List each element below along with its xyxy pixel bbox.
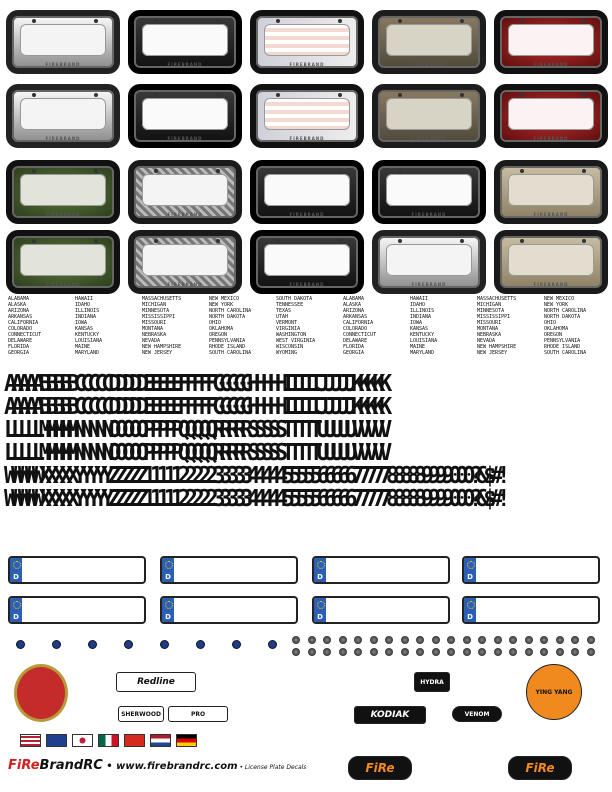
bolt-head-icon	[509, 636, 517, 644]
plate-window	[264, 98, 350, 130]
bolt-icon	[398, 169, 402, 173]
plate-frame	[494, 230, 608, 294]
bolt-head-icon	[432, 648, 440, 656]
bolt-head-icon	[370, 636, 378, 644]
bolt-head-icon	[385, 636, 393, 644]
bolt-icon	[338, 169, 342, 173]
euro-plate	[312, 596, 450, 624]
bolt-icon	[32, 239, 36, 243]
plate-window	[264, 174, 350, 206]
bolt-head-icon	[587, 648, 595, 656]
fire-logo-2: FiRe	[508, 756, 572, 780]
bolt-head-icon	[401, 636, 409, 644]
bolt-icon	[520, 93, 524, 97]
blue-dot-decal	[160, 640, 169, 649]
bolt-head-icon	[292, 636, 300, 644]
fire-logo: FiRe	[348, 756, 412, 780]
footer-url: • www.firebrandrc.com	[102, 761, 238, 772]
venom-logo: VENOM	[452, 706, 502, 722]
euro-plate	[462, 596, 600, 624]
bolt-icon	[582, 239, 586, 243]
plate-brand-label: FIREBRAND	[167, 282, 203, 287]
bolt-head-icon	[308, 648, 316, 656]
plate-frame	[250, 10, 364, 74]
bolt-icon	[582, 169, 586, 173]
bolt-head-icon	[571, 648, 579, 656]
plate-window	[142, 174, 228, 206]
bolt-icon	[520, 169, 524, 173]
plate-brand-label: FIREBRAND	[45, 136, 81, 141]
eu-band-icon	[162, 558, 174, 582]
bolt-head-icon	[292, 648, 300, 656]
plate-frame	[128, 84, 242, 148]
bolt-icon	[460, 19, 464, 23]
canada-flag-icon	[124, 734, 145, 747]
bolt-head-icon	[339, 636, 347, 644]
bolt-icon	[398, 19, 402, 23]
eu-band-icon	[464, 598, 476, 622]
bolt-icon	[338, 93, 342, 97]
letter-row: WWWWWXXXXXYYYYYZZZZZ11111222223333344444555556666677777888889999000?&$#!	[4, 462, 505, 490]
hydra-logo: HYDRA	[414, 672, 450, 692]
bolt-icon	[460, 169, 464, 173]
letter-decals	[4, 370, 608, 513]
plate-frame	[494, 10, 608, 74]
country-code: D	[165, 613, 171, 621]
plate-brand-label: FIREBRAND	[289, 212, 325, 217]
netherlands-flag-icon	[150, 734, 171, 747]
plate-brand-label: FIREBRAND	[411, 136, 447, 141]
bolt-icon	[32, 93, 36, 97]
eu-band-icon	[10, 598, 22, 622]
plate-window	[20, 24, 106, 56]
plate-window	[20, 98, 106, 130]
plate-window	[386, 24, 472, 56]
bolt-head-icon	[509, 648, 517, 656]
eu-band-icon	[314, 558, 326, 582]
bolt-head-icon	[370, 648, 378, 656]
euro-plate	[160, 556, 298, 584]
plate-window	[508, 24, 594, 56]
bolt-icon	[154, 169, 158, 173]
eu-band-icon	[162, 598, 174, 622]
bolt-icon	[520, 239, 524, 243]
bolt-head-icon	[494, 636, 502, 644]
country-code: D	[467, 613, 473, 621]
blue-dot-decal	[124, 640, 133, 649]
blue-dot-decal	[196, 640, 205, 649]
bolt-head-icon	[308, 636, 316, 644]
letter-row: LLLLLMMMMMNNNNNOOOOOPPPPPQQQQQRRRRRSSSSSTTTTTUUUUUVVVVV	[4, 416, 386, 444]
plate-frame	[494, 160, 608, 224]
bolt-head-icon	[323, 636, 331, 644]
bolt-head-icon	[401, 648, 409, 656]
plate-window	[508, 244, 594, 276]
ying-yang-badge: YING YANG	[526, 664, 582, 720]
plate-frame	[6, 230, 120, 294]
euro-plate	[160, 596, 298, 624]
plate-brand-label: FIREBRAND	[167, 62, 203, 67]
letter-row: WWWWWXXXXXYYYYYZZZZZ11111222223333344444555556666677777888889999000?&$#!	[4, 485, 505, 513]
state-column: NEW MEXICO NEW YORK NORTH CAROLINA NORTH DAKOTA OHIO OKLAHOMA OREGON PENNSYLVANIA RHODE ISLAND SOUTH CAROLINA	[209, 296, 252, 356]
bolt-head-icon	[323, 648, 331, 656]
bolt-icon	[398, 93, 402, 97]
bolt-head-icon	[556, 636, 564, 644]
state-column: MASSACHUSETTS MICHIGAN MINNESOTA MISSISSIPPI MISSOURI MONTANA NEBRASKA NEVADA NEW HAMPSHIRE NEW JERSEY	[142, 296, 182, 356]
bolt-icon	[276, 169, 280, 173]
bolt-icon	[94, 93, 98, 97]
bolt-head-icon	[385, 648, 393, 656]
kodiak-logo: KODIAK	[354, 706, 426, 724]
bolt-head-icon	[432, 636, 440, 644]
bolt-icon	[216, 93, 220, 97]
plate-brand-label: FIREBRAND	[533, 136, 569, 141]
plate-brand-label: FIREBRAND	[533, 282, 569, 287]
bolt-icon	[582, 19, 586, 23]
plate-brand-label: FIREBRAND	[411, 62, 447, 67]
plate-frame	[372, 230, 486, 294]
plate-frame	[6, 10, 120, 74]
plate-frame	[6, 160, 120, 224]
bolt-icon	[32, 19, 36, 23]
euro-plate	[462, 556, 600, 584]
letter-row: AAAAABBBBBCCCCCDDDDDEEEEEFFFFFGGGGGHHHHHIIIIIJJJJJKKKKK	[4, 393, 386, 421]
japan-flag-icon	[72, 734, 93, 747]
plate-brand-label: FIREBRAND	[45, 282, 81, 287]
bolt-icon	[216, 19, 220, 23]
plate-frame	[250, 160, 364, 224]
bolt-icon	[582, 93, 586, 97]
bolt-head-icon	[525, 636, 533, 644]
bolt-icon	[32, 169, 36, 173]
bolt-icon	[154, 19, 158, 23]
plate-frame	[128, 230, 242, 294]
plate-brand-label: FIREBRAND	[167, 212, 203, 217]
euro-plate	[312, 556, 450, 584]
plate-window	[508, 98, 594, 130]
plate-brand-label: FIREBRAND	[289, 62, 325, 67]
redline-logo: Redline	[116, 672, 196, 692]
euro-plate	[8, 556, 146, 584]
bolt-icon	[460, 239, 464, 243]
plate-window	[264, 24, 350, 56]
blue-dot-decal	[52, 640, 61, 649]
euro-plate	[8, 596, 146, 624]
state-column: MASSACHUSETTS MICHIGAN MINNESOTA MISSISSIPPI MISSOURI MONTANA NEBRASKA NEVADA NEW HAMPSHIRE NEW JERSEY	[477, 296, 517, 356]
eu-band-icon	[464, 558, 476, 582]
plate-brand-label: FIREBRAND	[45, 62, 81, 67]
usa-flag-icon	[20, 734, 41, 747]
eu-band-icon	[10, 558, 22, 582]
letter-row: AAAAABBBBBCCCCCDDDDDEEEEEFFFFFGGGGGHHHHHIIIIIJJJJJKKKKK	[4, 370, 386, 398]
sherwood-logo: SHERWOOD	[118, 706, 164, 722]
bolt-head-icon	[587, 636, 595, 644]
bolt-icon	[460, 93, 464, 97]
bolt-head-icon	[447, 648, 455, 656]
bolt-head-icon	[571, 636, 579, 644]
state-column: ALABAMA ALASKA ARIZONA ARKANSAS CALIFORNIA COLORADO CONNECTICUT DELAWARE FLORIDA GEORGIA	[8, 296, 42, 356]
bolt-head-icon	[354, 648, 362, 656]
bolt-icon	[216, 169, 220, 173]
footer-note: • License Plate Decals	[237, 764, 307, 771]
bolt-icon	[94, 169, 98, 173]
country-code: D	[467, 573, 473, 581]
footer-brand: FiReBrandRC	[8, 758, 103, 773]
country-code: D	[317, 613, 323, 621]
plate-window	[508, 174, 594, 206]
bolt-icon	[94, 239, 98, 243]
blue-dot-decal	[268, 640, 277, 649]
plate-frame	[128, 10, 242, 74]
bolt-icon	[520, 19, 524, 23]
plate-window	[386, 244, 472, 276]
plate-window	[264, 244, 350, 276]
plate-frame	[128, 160, 242, 224]
plate-brand-label: FIREBRAND	[45, 212, 81, 217]
plate-frame	[250, 230, 364, 294]
state-column: SOUTH DAKOTA TENNESSEE TEXAS UTAH VERMONT VIRGINIA WASHINGTON WEST VIRGINIA WISCONSIN WYOMING	[276, 296, 316, 356]
plate-window	[20, 244, 106, 276]
plate-brand-label: FIREBRAND	[289, 136, 325, 141]
bolt-icon	[94, 19, 98, 23]
plate-window	[142, 98, 228, 130]
bolt-head-icon	[339, 648, 347, 656]
bolt-icon	[276, 239, 280, 243]
country-code: D	[165, 573, 171, 581]
bolt-head-icon	[478, 636, 486, 644]
plate-frame	[372, 10, 486, 74]
bolt-icon	[154, 93, 158, 97]
country-code: D	[317, 573, 323, 581]
bolt-icon	[398, 239, 402, 243]
state-column: HAWAII IDAHO ILLINOIS INDIANA IOWA KANSAS KENTUCKY LOUISIANA MAINE MARYLAND	[75, 296, 103, 356]
plate-window	[142, 24, 228, 56]
germany-flag-icon	[176, 734, 197, 747]
bolt-head-icon	[525, 648, 533, 656]
plate-brand-label: FIREBRAND	[167, 136, 203, 141]
state-column: HAWAII IDAHO ILLINOIS INDIANA IOWA KANSAS KENTUCKY LOUISIANA MAINE MARYLAND	[410, 296, 438, 356]
letter-row: LLLLLMMMMMNNNNNOOOOOPPPPPQQQQQRRRRRSSSSSTTTTTUUUUUVVVVV	[4, 439, 386, 467]
blue-dot-decal	[88, 640, 97, 649]
bolt-head-icon	[354, 636, 362, 644]
mexico-flag-icon	[98, 734, 119, 747]
state-column: ALABAMA ALASKA ARIZONA ARKANSAS CALIFORNIA COLORADO CONNECTICUT DELAWARE FLORIDA GEORGIA	[343, 296, 377, 356]
bolt-icon	[276, 19, 280, 23]
bolt-head-icon	[463, 648, 471, 656]
uk-flag-icon	[46, 734, 67, 747]
bolt-head-icon	[447, 636, 455, 644]
footer	[8, 758, 306, 773]
country-code: D	[13, 573, 19, 581]
plate-window	[386, 174, 472, 206]
bolt-icon	[216, 239, 220, 243]
bolt-head-icon	[463, 636, 471, 644]
plate-window	[20, 174, 106, 206]
bolt-head-icon	[416, 648, 424, 656]
plate-window	[142, 244, 228, 276]
bolt-head-icon	[494, 648, 502, 656]
bolt-head-icon	[416, 636, 424, 644]
plate-brand-label: FIREBRAND	[411, 212, 447, 217]
state-name-list	[8, 296, 604, 366]
bolt-head-icon	[556, 648, 564, 656]
plate-frame	[494, 84, 608, 148]
bolt-head-icon	[540, 648, 548, 656]
plate-frame	[372, 160, 486, 224]
plate-brand-label: FIREBRAND	[411, 282, 447, 287]
bolt-icon	[338, 19, 342, 23]
bolt-icon	[276, 93, 280, 97]
bolt-head-icon	[540, 636, 548, 644]
state-column: NEW MEXICO NEW YORK NORTH CAROLINA NORTH DAKOTA OHIO OKLAHOMA OREGON PENNSYLVANIA RHODE ISLAND SOUTH CAROLINA	[544, 296, 587, 356]
plate-window	[386, 98, 472, 130]
eu-band-icon	[314, 598, 326, 622]
plate-brand-label: FIREBRAND	[533, 62, 569, 67]
heart-badge-icon	[14, 664, 68, 722]
plate-frame	[372, 84, 486, 148]
bolt-icon	[338, 239, 342, 243]
plate-brand-label: FIREBRAND	[533, 212, 569, 217]
country-code: D	[13, 613, 19, 621]
blue-dot-decal	[16, 640, 25, 649]
bolt-head-icon	[478, 648, 486, 656]
plate-frame	[6, 84, 120, 148]
plate-frame	[250, 84, 364, 148]
plate-brand-label: FIREBRAND	[289, 282, 325, 287]
blue-dot-decal	[232, 640, 241, 649]
pro-logo: PRO	[168, 706, 228, 722]
bolt-icon	[154, 239, 158, 243]
